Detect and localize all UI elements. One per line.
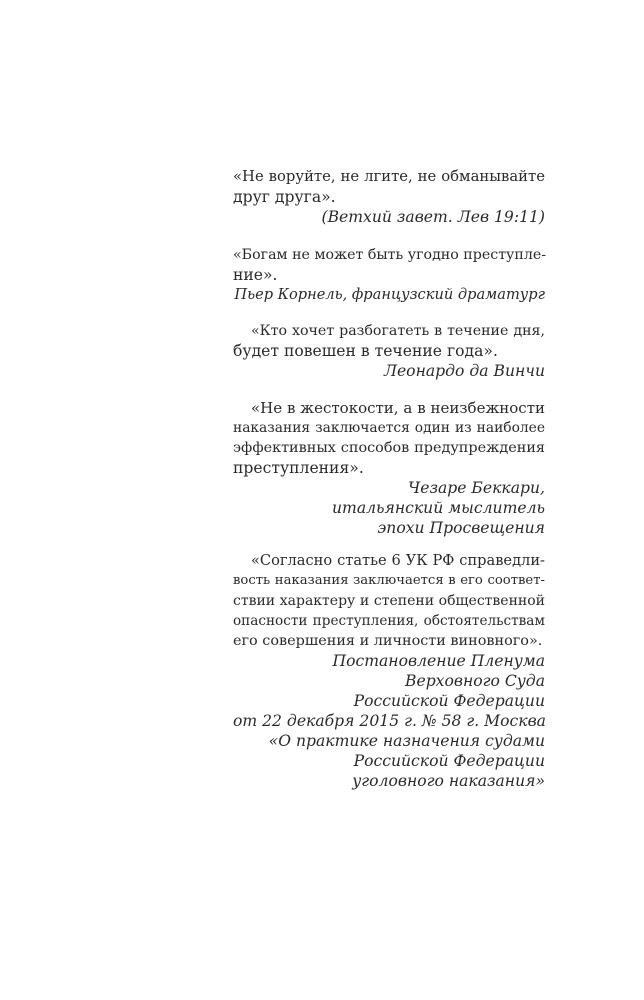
epigraph-2 [233,245,545,305]
attribution-line: уголовного наказания» [352,772,545,790]
attribution-line: итальянский мыслитель [332,499,545,517]
epigraph-1 [233,167,545,227]
attribution-line: Российской Федерации [353,692,545,710]
epigraph-5 [233,551,545,791]
epigraph-3 [233,321,545,381]
attribution-line: Постановление Пленума [332,652,545,670]
quote-line: будет повешен в течение года». [233,342,498,360]
attribution-line: Верховного Суда [405,672,545,690]
quote-line: его совершения и личности виновного». [233,633,543,649]
attribution-line: «О практике назначения судами [268,732,545,750]
quote-line: «Богам не может быть угодно преступле- [233,247,547,263]
quote-line: наказания заключается один из наиболее [233,420,545,436]
attribution-line: Пьер Корнель, французский драматург [234,286,545,303]
quote-line: «Не воруйте, не лгите, не обманывайте [233,168,545,185]
attribution-line: (Ветхий завет. Лев 19:11) [321,208,545,226]
attribution-line: от 22 декабря 2015 г. № 58 г. Москва [233,712,546,730]
attribution-line: эпохи Просвещения [377,519,545,537]
attribution-line: Чезаре Беккари, [408,479,545,497]
quote-line: вость наказания заключается в его соответ- [233,573,545,588]
quote-line: ние». [233,266,278,284]
epigraph-4 [233,398,545,538]
quote-line: преступления». [233,459,364,477]
quote-line: эффективных способов предупреждения [233,440,545,456]
quote-line: «Согласно статье 6 УК РФ справедли- [251,552,545,569]
quote-line: опасности преступления, обстоятельствам [233,613,545,629]
attribution-line: Леонардо да Винчи [383,362,545,380]
quote-line: «Кто хочет разбогатеть в течение дня, [251,323,545,339]
quote-line: ствии характеру и степени общественной [233,593,545,609]
attribution-line: Российской Федерации [353,752,545,770]
quote-line: «Не в жестокости, а в неизбежности [251,399,545,417]
quote-line: друг друга». [233,188,336,206]
